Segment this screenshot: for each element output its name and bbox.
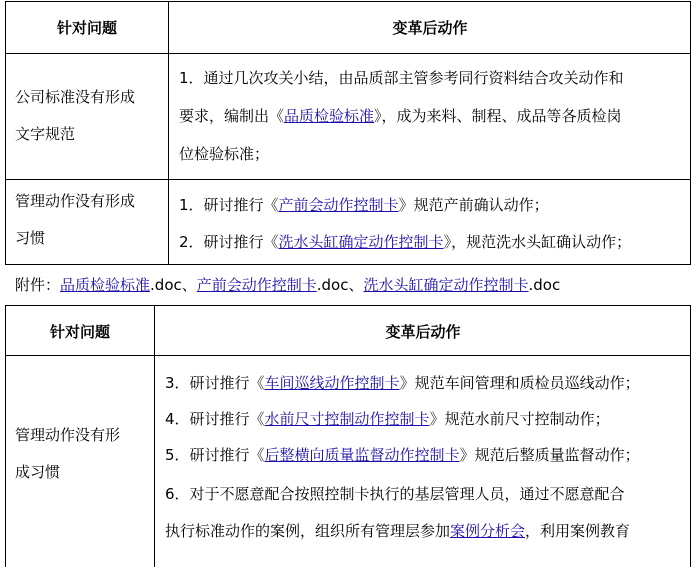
attachment-link-quality-standard[interactable]: 品质检验标准 [60, 276, 151, 294]
issue-line: 管理动作没有形成 [15, 192, 136, 210]
link-finishing-supervision-card[interactable]: 后整横向质量监督动作控制卡 [264, 446, 460, 464]
action-line: 2．研讨推行《洗水头缸确定动作控制卡》，规范洗水头缸确认动作； [179, 233, 632, 251]
attachment-link-preproduction-card[interactable]: 产前会动作控制卡 [196, 276, 317, 294]
header-action: 变革后动作 [392, 19, 468, 37]
link-quality-standard[interactable]: 品质检验标准 [284, 107, 375, 125]
table-row [6, 180, 690, 264]
issue-line: 管理动作没有形 [15, 426, 121, 444]
issue-cell [15, 417, 120, 491]
action-line: 要求，编制出《品质检验标准》，成为来料、制程、成品等各质检岗 [179, 107, 622, 125]
issue-line: 成习惯 [15, 463, 61, 481]
attachment-label: 附件： [15, 276, 61, 294]
action-line: 位检验标准； [179, 145, 270, 163]
link-prewash-size-card[interactable]: 水前尺寸控制动作控制卡 [264, 410, 430, 428]
action-line: 5．研讨推行《后整横向质量监督动作控制卡》规范后整质量监督动作； [165, 446, 640, 464]
issue-line: 公司标准没有形成 [15, 88, 136, 106]
action-line: 1．通过几次攻关小结，由品质部主管参考同行资料结合攻关动作和 [179, 69, 624, 87]
action-line: 1．研讨推行《产前会动作控制卡》规范产前确认动作； [179, 196, 549, 214]
table-1 [5, 1, 691, 265]
link-wash-vat-card[interactable]: 洗水头缸确定动作控制卡 [278, 233, 444, 251]
action-line: 4．研讨推行《水前尺寸控制动作控制卡》规范水前尺寸控制动作； [165, 410, 610, 428]
action-line: 执行标准动作的案例，组织所有管理层参加案例分析会，利用案例教育 [165, 522, 631, 540]
issue-cell [15, 183, 135, 257]
table-2 [5, 305, 691, 567]
header-issue: 针对问题 [49, 323, 110, 341]
link-case-analysis-meeting[interactable]: 案例分析会 [450, 522, 526, 540]
issue-line: 习惯 [15, 229, 46, 247]
action-line: 6．对于不愿意配合按照控制卡执行的基层管理人员，通过不愿意配合 [165, 485, 625, 503]
issue-cell [15, 79, 135, 153]
table-2-header-row [6, 306, 690, 356]
action-line: 3．研讨推行《车间巡线动作控制卡》规范车间管理和质检员巡线动作； [165, 374, 640, 392]
attachment-link-wash-vat-card[interactable]: 洗水头缸确定动作控制卡 [363, 276, 529, 294]
link-workshop-patrol-card[interactable]: 车间巡线动作控制卡 [264, 374, 400, 392]
header-action: 变革后动作 [385, 323, 461, 341]
table-row [6, 54, 690, 180]
link-preproduction-card[interactable]: 产前会动作控制卡 [278, 196, 399, 214]
issue-line: 文字规范 [15, 125, 76, 143]
table-1-header-row [6, 2, 690, 54]
header-issue: 针对问题 [56, 19, 117, 37]
table-row [6, 356, 690, 568]
attachment-line: 附件：品质检验标准.doc、产前会动作控制卡.doc、洗水头缸确定动作控制卡.doc [15, 276, 561, 294]
